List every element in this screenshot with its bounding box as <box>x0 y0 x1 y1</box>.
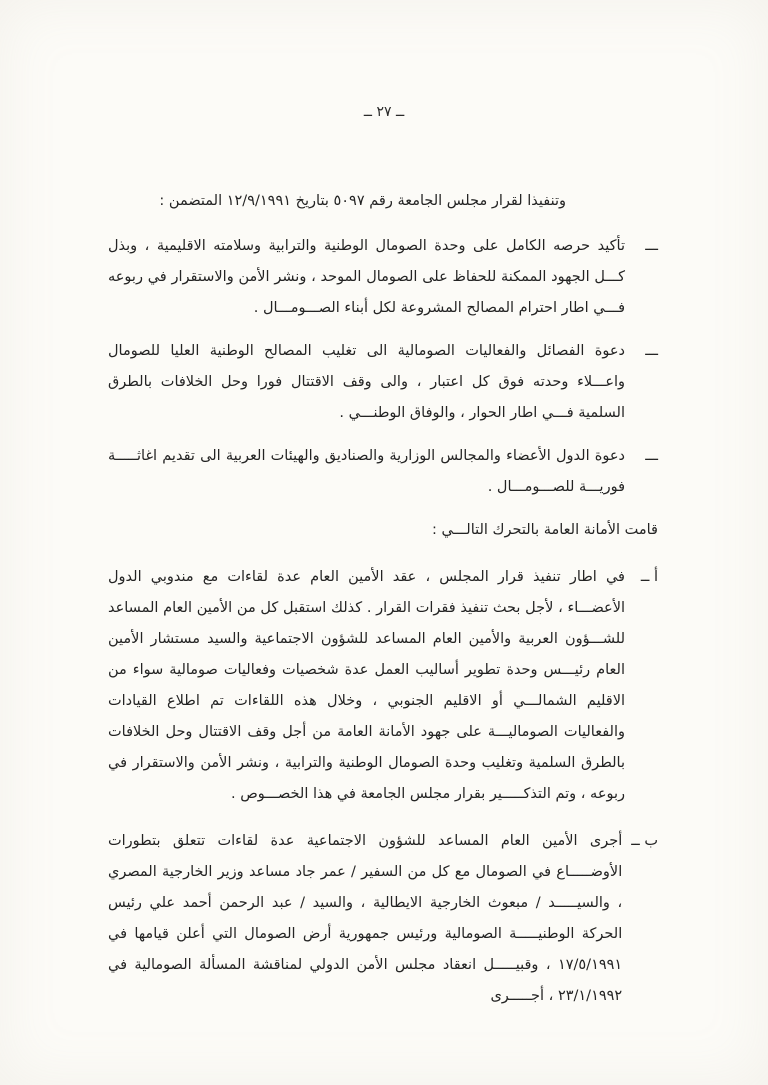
section-lead: قامت الأمانة العامة بالتحرك التالـــي : <box>431 522 658 538</box>
list-item-a <box>108 562 658 810</box>
intro-paragraph: وتنفيذا لقرار مجلس الجامعة رقم ٥٠٩٧ بتاريخ ١٢/٩/١٩٩١ المتضمن : <box>159 193 566 209</box>
bullet-item <box>108 441 658 503</box>
bullet-text: دعوة الفصائل والفعاليات الصومالية الى تغليب المصالح الوطنية العليا للصومال واعـــلاء وحدته فوق كل اعتبار ، والى وقف الاقتتال فورا وحل الخلافات بالطرق السلمية فـــي اطار الحوار ، والوفاق الوطنـــي . <box>108 343 625 421</box>
item-text: في اطار تنفيذ قرار المجلس ، عقد الأمين العام عدة لقاءات مع مندوبي الدول الأعضـــاء ، لأجل بحث تنفيذ فقرات القرار . كذلك استقبل كل من الأمين العام المساعد للشـــؤون العربية والأمين العام المساعد للشؤون الاجتماعية والسيد مستشار الأمين العام رئيـــس وحدة تطوير أساليب العمل عدة شخصيات وفعاليات صومالية سواء من الاقليم الشمالـــي أو الاقليم الجنوبي ، وخلال هذه اللقاءات تم اطلاع القيادات والفعاليات الصوماليـــة على جهود الأمانة العامة من أجل وقف الاقتتال وحل الخلافات بالطرق السلمية وتغليب وحدة الصومال الوطنية والترابية ، ونشر الأمن والاستقرار في ربوعه ، وتم التذكـــــير بقرار مجلس الجامعة في هذا الخصـــوص . <box>108 569 625 802</box>
bullet-text: تأكيد حرصه الكامل على وحدة الصومال الوطنية والترابية وسلامته الاقليمية ، وبذل كـــل الجهود الممكنة للحفاظ على الصومال الموحد ، ونشر الأمن والاستقرار في ربوعه فـــي اطار احترام المصالح المشروعة لكل أبناء الصـــومـــال . <box>108 238 625 316</box>
item-text: أجرى الأمين العام المساعد للشؤون الاجتماعية عدة لقاءات تتعلق بتطورات الأوضـــــاع في الصومال مع كل من السفير / عمر جاد مساعد وزير الخارجية المصري ، والسيـــــد / مبعوث الخارجية الايطالية ، والسيد / عبد الرحمن أحمد علي رئيس الحركة الوطنيـــــة الصومالية ورئيس جمهورية أرض الصومال التي أعلن قيامها في ١٧/٥/١٩٩١ ، وقبيـــــل انعقاد مجلس الأمن الدولي لمناقشة المسألة الصومالية في ٢٣/١/١٩٩٢ ، أجـــــرى <box>108 833 623 1004</box>
item-marker: ب ــ <box>631 833 658 849</box>
bullet-item <box>108 231 658 324</box>
bullet-dash: ـــ <box>645 448 658 464</box>
list-item-b <box>108 826 658 1012</box>
document-body <box>108 186 658 1028</box>
page-number: ــ ٢٧ ــ <box>363 104 405 120</box>
item-marker: أ ــ <box>640 569 658 585</box>
bullet-dash: ـــ <box>645 238 658 254</box>
bullet-text: دعوة الدول الأعضاء والمجالس الوزارية والصناديق والهيئات العربية الى تقديم اغاثـــــة فوريـــة للصـــومـــال . <box>108 448 625 495</box>
bullet-item <box>108 336 658 429</box>
bullet-dash: ـــ <box>645 343 658 359</box>
